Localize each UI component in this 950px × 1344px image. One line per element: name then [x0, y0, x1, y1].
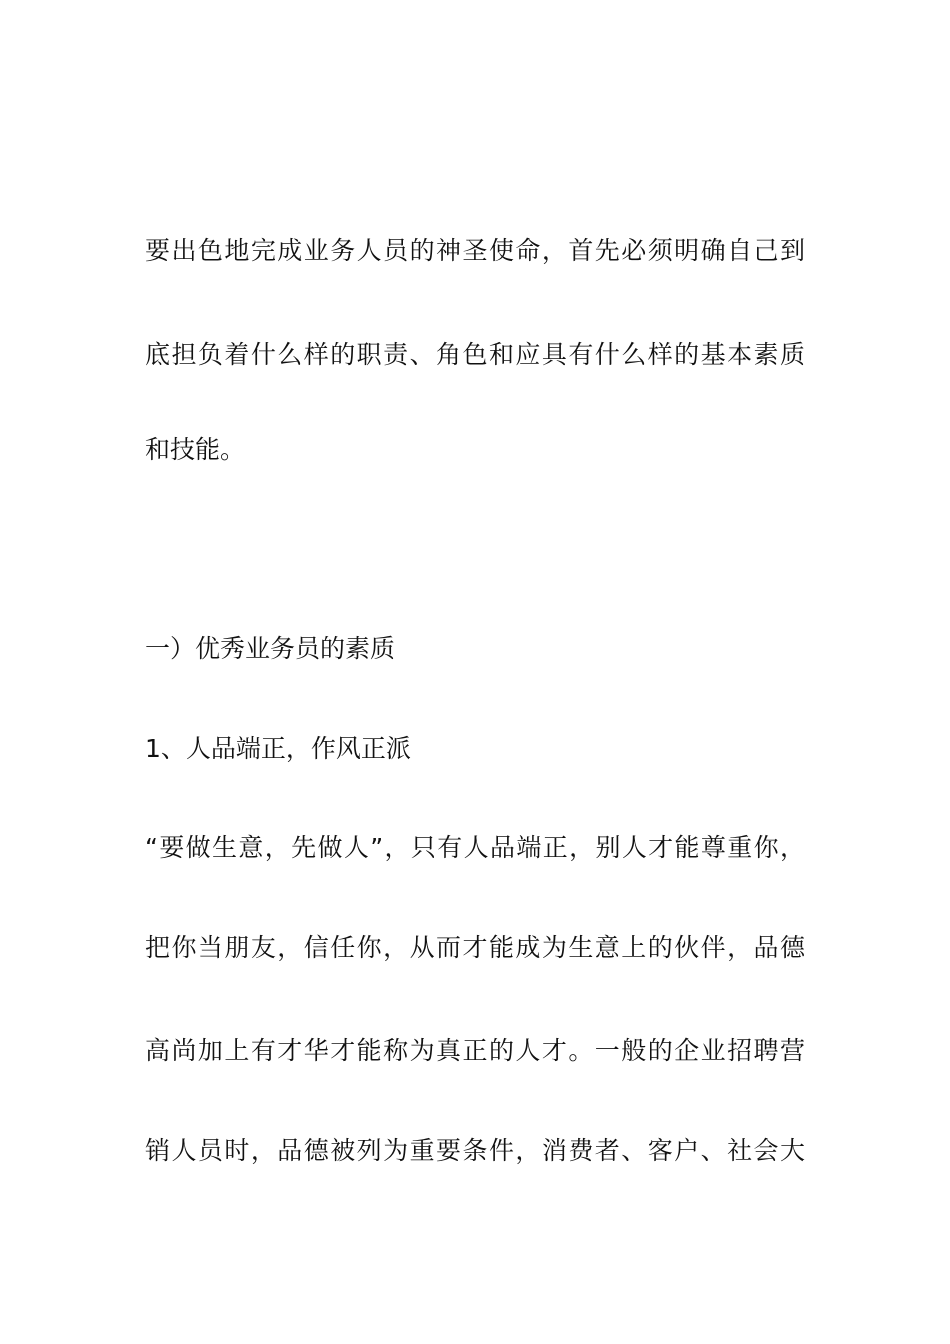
intro-paragraph-line-1: 要出色地完成业务人员的神圣使命，首先必须明确自己到 [145, 236, 805, 265]
section-heading: 一）优秀业务员的素质 [145, 634, 396, 663]
body-paragraph-line-2: 把你当朋友，信任你，从而才能成为生意上的伙伴，品德 [145, 933, 805, 962]
intro-paragraph-line-3: 和技能。 [145, 435, 246, 464]
intro-paragraph-line-2: 底担负着什么样的职责、角色和应具有什么样的基本素质 [145, 340, 805, 369]
section-subheading: 1、人品端正，作风正派 [145, 734, 411, 763]
body-paragraph-line-3: 高尚加上有才华才能称为真正的人才。一般的企业招聘营 [145, 1036, 805, 1065]
body-paragraph-line-4: 销人员时，品德被列为重要条件，消费者、客户、社会大 [145, 1136, 805, 1165]
body-paragraph-line-1: “要做生意，先做人”，只有人品端正，别人才能尊重你， [145, 833, 805, 862]
